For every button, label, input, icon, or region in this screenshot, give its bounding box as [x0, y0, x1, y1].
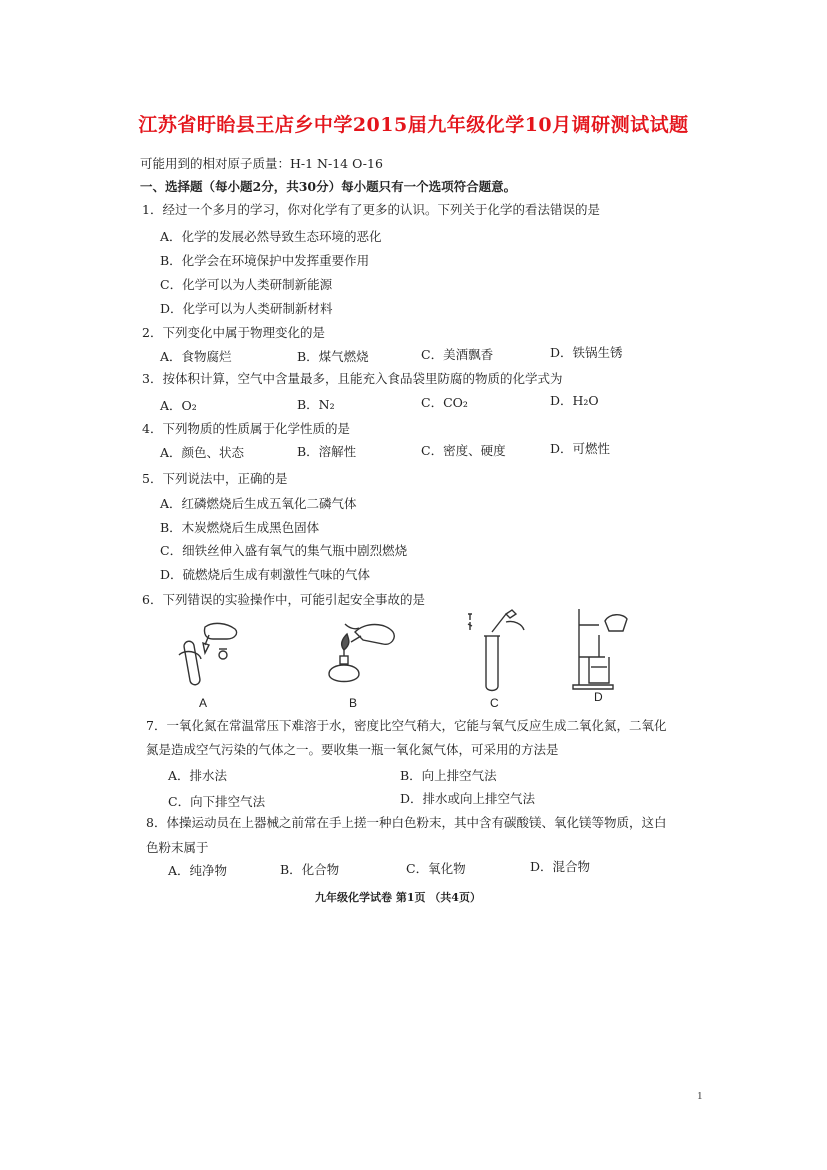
question-5-option-c: C．细铁丝伸入盛有氧气的集气瓶中剧烈燃烧: [160, 543, 408, 558]
question-8-option-d: D．混合物: [530, 859, 591, 874]
page-footer: 九年级化学试卷 第1页 （共4页）: [315, 891, 481, 904]
question-8-stem-line-1: 8．体操运动员在上器械之前常在手上搓一种白色粉末，其中含有碳酸镁、氧化镁等物质，这白: [146, 815, 667, 830]
document-title: 江苏省盱眙县王店乡中学2015届九年级化学10月调研测试试题: [138, 114, 689, 136]
question-2-stem: 2．下列变化中属于物理变化的是: [142, 325, 325, 340]
question-7-stem-line-1: 7．一氧化氮在常温常压下难溶于水，密度比空气稍大，它能与氧气反应生成二氧化氮，二氧化: [146, 718, 667, 733]
question-3-stem: 3．按体积计算，空气中含量最多，且能充入食品袋里防腐的物质的化学式为: [142, 371, 563, 386]
question-2-option-c: C．美酒飘香: [421, 347, 494, 362]
question-1-option-d: D．化学可以为人类研制新材料: [160, 301, 333, 316]
question-4-option-c: C．密度、硬度: [421, 443, 506, 458]
question-4-option-a: A．颜色、状态: [160, 445, 245, 460]
question-3-option-b: B．N₂: [297, 397, 335, 412]
question-7-option-b: B．向上排空气法: [400, 768, 497, 783]
question-5-option-d: D．硫燃烧后生成有刺激性气味的气体: [160, 567, 371, 582]
question-7-option-d: D．排水或向上排空气法: [400, 791, 536, 806]
question-3-option-d: D．H₂O: [550, 393, 599, 408]
question-1-option-b: B．化学会在环境保护中发挥重要作用: [160, 253, 370, 268]
question-2-option-d: D．铁锅生锈: [550, 345, 623, 360]
page-number: 1: [697, 1090, 703, 1102]
question-5-stem: 5．下列说法中，正确的是: [142, 471, 288, 486]
question-7-option-c: C．向下排空气法: [168, 794, 266, 809]
figure-label-d: D: [594, 690, 603, 704]
figure-label-b: B: [349, 696, 358, 710]
question-2-option-b: B．煤气燃烧: [297, 349, 369, 364]
question-4-stem: 4．下列物质的性质属于化学性质的是: [142, 421, 350, 436]
question-3-option-a: A．O₂: [160, 398, 197, 413]
question-6-stem: 6．下列错误的实验操作中，可能引起安全事故的是: [142, 592, 425, 607]
question-2-option-a: A．食物腐烂: [160, 349, 232, 364]
section-heading: 一、选择题（每小题2分，共30分）每小题只有一个选项符合题意。: [140, 179, 517, 194]
question-3-option-c: C．CO₂: [421, 395, 468, 410]
question-8-option-c: C．氧化物: [406, 861, 466, 876]
atomic-mass-line: 可能用到的相对原子质量：H-1 N-14 O-16: [140, 156, 383, 171]
question-8-option-b: B．化合物: [280, 862, 340, 877]
question-7-stem-line-2: 氮是造成空气污染的气体之一。要收集一瓶一氧化氮气体，可采用的方法是: [146, 742, 559, 757]
question-8-option-a: A．纯净物: [168, 863, 228, 878]
apparatus-d-iron-stand-icon: [565, 605, 640, 691]
question-7-option-a: A．排水法: [168, 768, 228, 783]
question-5-option-a: A．红磷燃烧后生成五氧化二磷气体: [160, 496, 357, 511]
apparatus-c-test-tube-icon: [462, 608, 532, 694]
apparatus-a-dropper-icon: [165, 615, 245, 695]
question-8-stem-line-2: 色粉末属于: [146, 840, 209, 855]
question-1-option-a: A．化学的发展必然导致生态环境的恶化: [160, 229, 382, 244]
apparatus-b-alcohol-lamp-icon: [315, 612, 405, 692]
figure-label-c: C: [490, 696, 499, 710]
figure-label-a: A: [199, 696, 208, 710]
question-5-option-b: B．木炭燃烧后生成黑色固体: [160, 520, 320, 535]
question-4-option-d: D．可燃性: [550, 441, 611, 456]
question-4-option-b: B．溶解性: [297, 444, 357, 459]
question-1-option-c: C．化学可以为人类研制新能源: [160, 277, 333, 292]
question-1-stem: 1．经过一个多月的学习，你对化学有了更多的认识。下列关于化学的看法错误的是: [142, 202, 600, 217]
